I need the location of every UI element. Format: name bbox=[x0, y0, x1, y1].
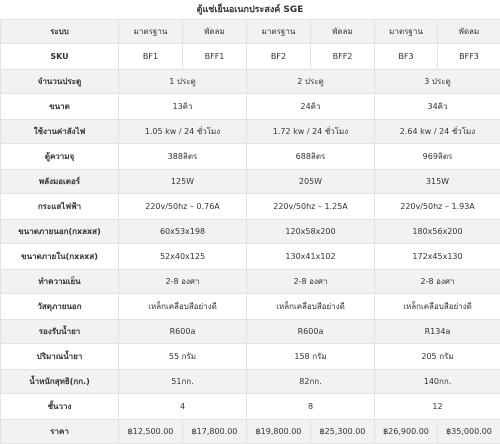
table-row bbox=[1, 194, 500, 220]
table-cell: 2-8 องศา bbox=[375, 270, 500, 294]
table-cell: 13คิว bbox=[119, 94, 247, 120]
header-cell: พัดลม bbox=[438, 20, 500, 44]
table-cell: 220v/50hz – 0.76A bbox=[119, 194, 247, 220]
header-cell: พัดลม bbox=[311, 20, 375, 44]
table-row bbox=[1, 394, 500, 420]
price-cell: ฿12,500.00 bbox=[119, 420, 183, 444]
table-cell: R600a bbox=[119, 320, 247, 344]
table-cell: 3 ประตู bbox=[375, 70, 500, 94]
price-cell: ฿17,800.00 bbox=[183, 420, 247, 444]
table-title: ตู้แช่เย็นอเนกประสงค์ SGE bbox=[0, 1, 500, 19]
row-label: พลังมอเตอร์ bbox=[1, 170, 119, 194]
table-cell: 1 ประตู bbox=[119, 70, 247, 94]
table-cell: BF3 bbox=[375, 44, 438, 70]
table-cell: BFF1 bbox=[183, 44, 247, 70]
table-cell: 12 bbox=[375, 394, 500, 420]
table-row bbox=[1, 170, 500, 194]
table-cell: 120x58x200 bbox=[247, 220, 375, 244]
table-cell: 2.64 kw / 24 ชั่วโมง bbox=[375, 120, 500, 144]
row-label: ขนาดภายนอก(กxลxส) bbox=[1, 220, 119, 244]
price-cell: ฿26,900.00 bbox=[375, 420, 438, 444]
table-row bbox=[1, 44, 500, 70]
table-cell: 24คิว bbox=[247, 94, 375, 120]
table-row bbox=[1, 294, 500, 320]
row-label: ขนาดภายใน(กxลxส) bbox=[1, 244, 119, 270]
table-cell: 1.05 kw / 24 ชั่วโมง bbox=[119, 120, 247, 144]
table-cell: 158 กรัม bbox=[247, 344, 375, 370]
table-row bbox=[1, 370, 500, 394]
header-row bbox=[1, 20, 500, 44]
table-cell: BF2 bbox=[247, 44, 311, 70]
row-label: น้ำหนักสุทธิ(กก.) bbox=[1, 370, 119, 394]
table-cell: 388ลิตร bbox=[119, 144, 247, 170]
table-row bbox=[1, 144, 500, 170]
table-cell: 51กก. bbox=[119, 370, 247, 394]
table-cell: 52x40x125 bbox=[119, 244, 247, 270]
table-cell: 172x45x130 bbox=[375, 244, 500, 270]
table-cell: 4 bbox=[119, 394, 247, 420]
row-label: ราคา bbox=[1, 420, 119, 444]
row-label: ทำความเย็น bbox=[1, 270, 119, 294]
row-label: วัสดุภายนอก bbox=[1, 294, 119, 320]
table-cell: 8 bbox=[247, 394, 375, 420]
row-label: จำนวนประตู bbox=[1, 70, 119, 94]
table-cell: 205 กรัม bbox=[375, 344, 500, 370]
row-label: รองรับน้ำยา bbox=[1, 320, 119, 344]
table-cell: 220v/50hz – 1.25A bbox=[247, 194, 375, 220]
row-label: ชั้นวาง bbox=[1, 394, 119, 420]
table-row bbox=[1, 94, 500, 120]
table-cell: เหล็กเคลือบสีอย่างดี bbox=[119, 294, 247, 320]
table-cell: 205W bbox=[247, 170, 375, 194]
price-cell: ฿35,000.00 bbox=[438, 420, 500, 444]
table-cell: เหล็กเคลือบสีอย่างดี bbox=[247, 294, 375, 320]
table-cell: R600a bbox=[247, 320, 375, 344]
table-cell: 60x53x198 bbox=[119, 220, 247, 244]
table-cell: 688ลิตร bbox=[247, 144, 375, 170]
row-label: ใช้งานค่าลังไฟ bbox=[1, 120, 119, 144]
table-row bbox=[1, 344, 500, 370]
row-label: ระบบ bbox=[1, 20, 119, 44]
row-label: กระแสไฟฟ้า bbox=[1, 194, 119, 220]
header-cell: มาตรฐาน bbox=[247, 20, 311, 44]
table-row bbox=[1, 70, 500, 94]
table-cell: 34คิว bbox=[375, 94, 500, 120]
header-cell: พัดลม bbox=[183, 20, 247, 44]
table-cell: 130x41x102 bbox=[247, 244, 375, 270]
table-cell: 220v/50hz – 1.93A bbox=[375, 194, 500, 220]
table-cell: เหล็กเคลือบสีอย่างดี bbox=[375, 294, 500, 320]
table-cell: 2 ประตู bbox=[247, 70, 375, 94]
header-cell: มาตรฐาน bbox=[119, 20, 183, 44]
table-cell: BF1 bbox=[119, 44, 183, 70]
spec-table bbox=[0, 19, 500, 444]
table-cell: BFF3 bbox=[438, 44, 500, 70]
table-cell: 140กก. bbox=[375, 370, 500, 394]
table-row bbox=[1, 120, 500, 144]
table-cell: 82กก. bbox=[247, 370, 375, 394]
table-cell: BFF2 bbox=[311, 44, 375, 70]
row-label: ขนาด bbox=[1, 94, 119, 120]
table-cell: R134a bbox=[375, 320, 500, 344]
price-cell: ฿19,800.00 bbox=[247, 420, 311, 444]
table-cell: 55 กรัม bbox=[119, 344, 247, 370]
table-cell: 969ลิตร bbox=[375, 144, 500, 170]
price-cell: ฿25,300.00 bbox=[311, 420, 375, 444]
table-row bbox=[1, 244, 500, 270]
table-cell: 1.72 kw / 24 ชั่วโมง bbox=[247, 120, 375, 144]
row-label: SKU bbox=[1, 44, 119, 70]
table-cell: 2-8 องศา bbox=[247, 270, 375, 294]
row-label: ปริมาณน้ำยา bbox=[1, 344, 119, 370]
table-cell: 180x56x200 bbox=[375, 220, 500, 244]
table-row bbox=[1, 270, 500, 294]
table-cell: 315W bbox=[375, 170, 500, 194]
row-label: ตู้ความจุ bbox=[1, 144, 119, 170]
header-cell: มาตรฐาน bbox=[375, 20, 438, 44]
table-cell: 2-8 องศา bbox=[119, 270, 247, 294]
table-row bbox=[1, 320, 500, 344]
table-cell: 125W bbox=[119, 170, 247, 194]
table-row bbox=[1, 220, 500, 244]
